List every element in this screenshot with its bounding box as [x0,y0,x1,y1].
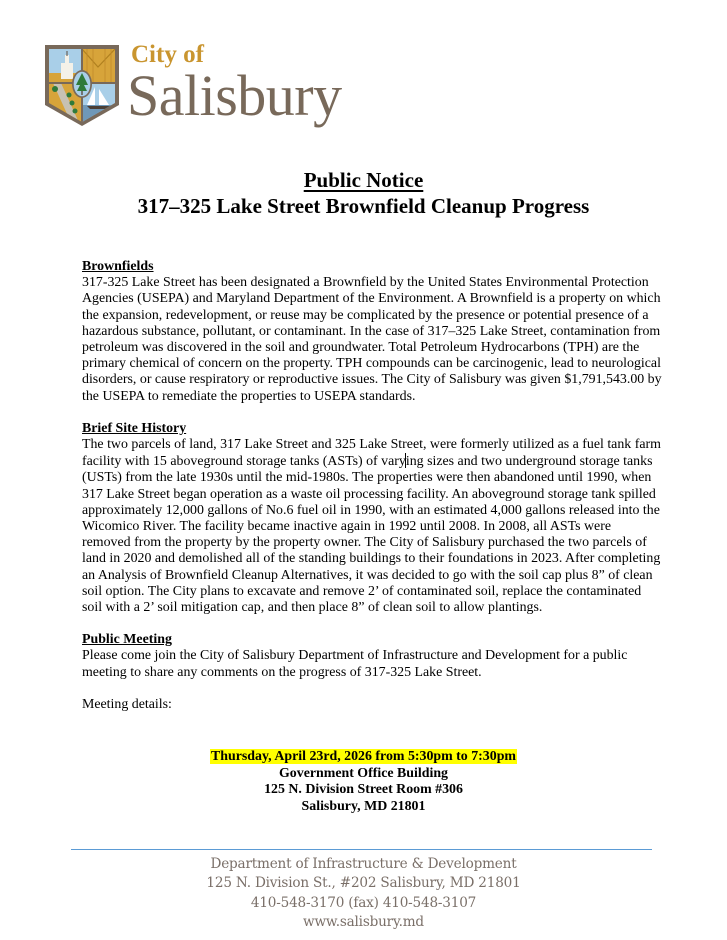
footer [0,855,727,932]
footer-address: 125 N. Division St., #202 Salisbury, MD 21801 [206,875,521,892]
section-heading-brownfields: Brownfields [82,259,154,274]
footer-phone: 410-548-3170 (fax) 410-548-3107 [250,894,477,911]
page-title: Public Notice [303,168,424,192]
section-body-brownfields: 317-325 Lake Street has been designated a Brownfield by the United States Environmental Protection Agencies (USEPA) and Maryland Department of the Environment. A Brownfield is a property on which the expansion, redevelopment, or reuse may be complicated by the presence or potential presence of a hazardous substance, pollutant, or contaminant. In the case of 317–325 Lake Street, contamination from petroleum was discovered in the soil and groundwater. Total Petroleum Hydrocarbons (TPH) are the primary chemical of concern on the property. TPH compounds can be carcinogenic, lead to neurological disorders, or cause respiratory or reproductive issues. The City of Salisbury was given $1,791,543.00 by the USEPA to remediate the properties to USEPA standards. [82,275,662,404]
city-seal-shield-icon [43,43,121,127]
notice-body [82,259,662,713]
notice-title-block [0,167,727,219]
section-site-history [82,421,662,616]
meeting-datetime: Thursday, April 23rd, 2026 from 5:30pm to 7:30pm [211,749,516,764]
city-logo [43,43,388,129]
meeting-venue: Government Office Building [279,765,448,781]
meeting-details [0,749,727,815]
meeting-address-line1: 125 N. Division Street Room #306 [264,782,463,798]
section-brownfields [82,259,662,405]
site-history-text-part-2: ing sizes and two underground storage tanks (USTs) from the late 1930s until the mid-1980s. The properties were then abandoned until 1990, when 317 Lake Street began operation as a waste oil processing facility. An aboveground storage tank spilled approximately 12,000 gallons of No.6 fuel oil in 1990, with an estimated 4,000 gallons released into the Wicomico River. The facility became inactive again in 1992 until 2008. In 2008, all ASTs were removed from the property by the property owner. The City of Salisbury purchased the two parcels of land in 2020 and demolished all of the standing buildings to their foundations in 2023. After completing an Analysis of Brownfield Cleanup Alternatives, it was decided to go with the soil cap plus 8” of clean soil option. The City plans to excavate and remove 2’ of contaminated soil, replace the contaminated soil with a 2’ soil mitigation cap, and then place 8” of clean soil to allow plantings. [82,454,661,616]
section-heading-public-meeting: Public Meeting [82,632,172,648]
meeting-details-label: Meeting details: [82,696,172,712]
section-heading-site-history: Brief Site History [82,420,187,436]
page-subtitle: 317–325 Lake Street Brownfield Cleanup Progress [137,194,590,218]
logo-city-of-text: City of [131,41,204,68]
section-body-site-history[interactable] [82,437,662,616]
meeting-address-line2: Salisbury, MD 21801 [301,798,426,814]
site-history-text-part-1: The two parcels of land, 317 Lake Street and 325 Lake Street, were formerly utilized as a fuel tank farm facility with 15 aboveground storage tanks (ASTs) of vary [82,437,661,470]
section-body-public-meeting: Please come join the City of Salisbury Department of Infrastructure and Development for a public meeting to share any comments on the progress of 317-325 Lake Street. [82,648,628,680]
logo-city-name: Salisbury [127,63,342,128]
footer-department: Department of Infrastructure & Development [210,856,517,872]
section-public-meeting [82,632,662,681]
footer-divider [71,849,652,850]
footer-website[interactable]: www.salisbury.md [303,913,424,930]
